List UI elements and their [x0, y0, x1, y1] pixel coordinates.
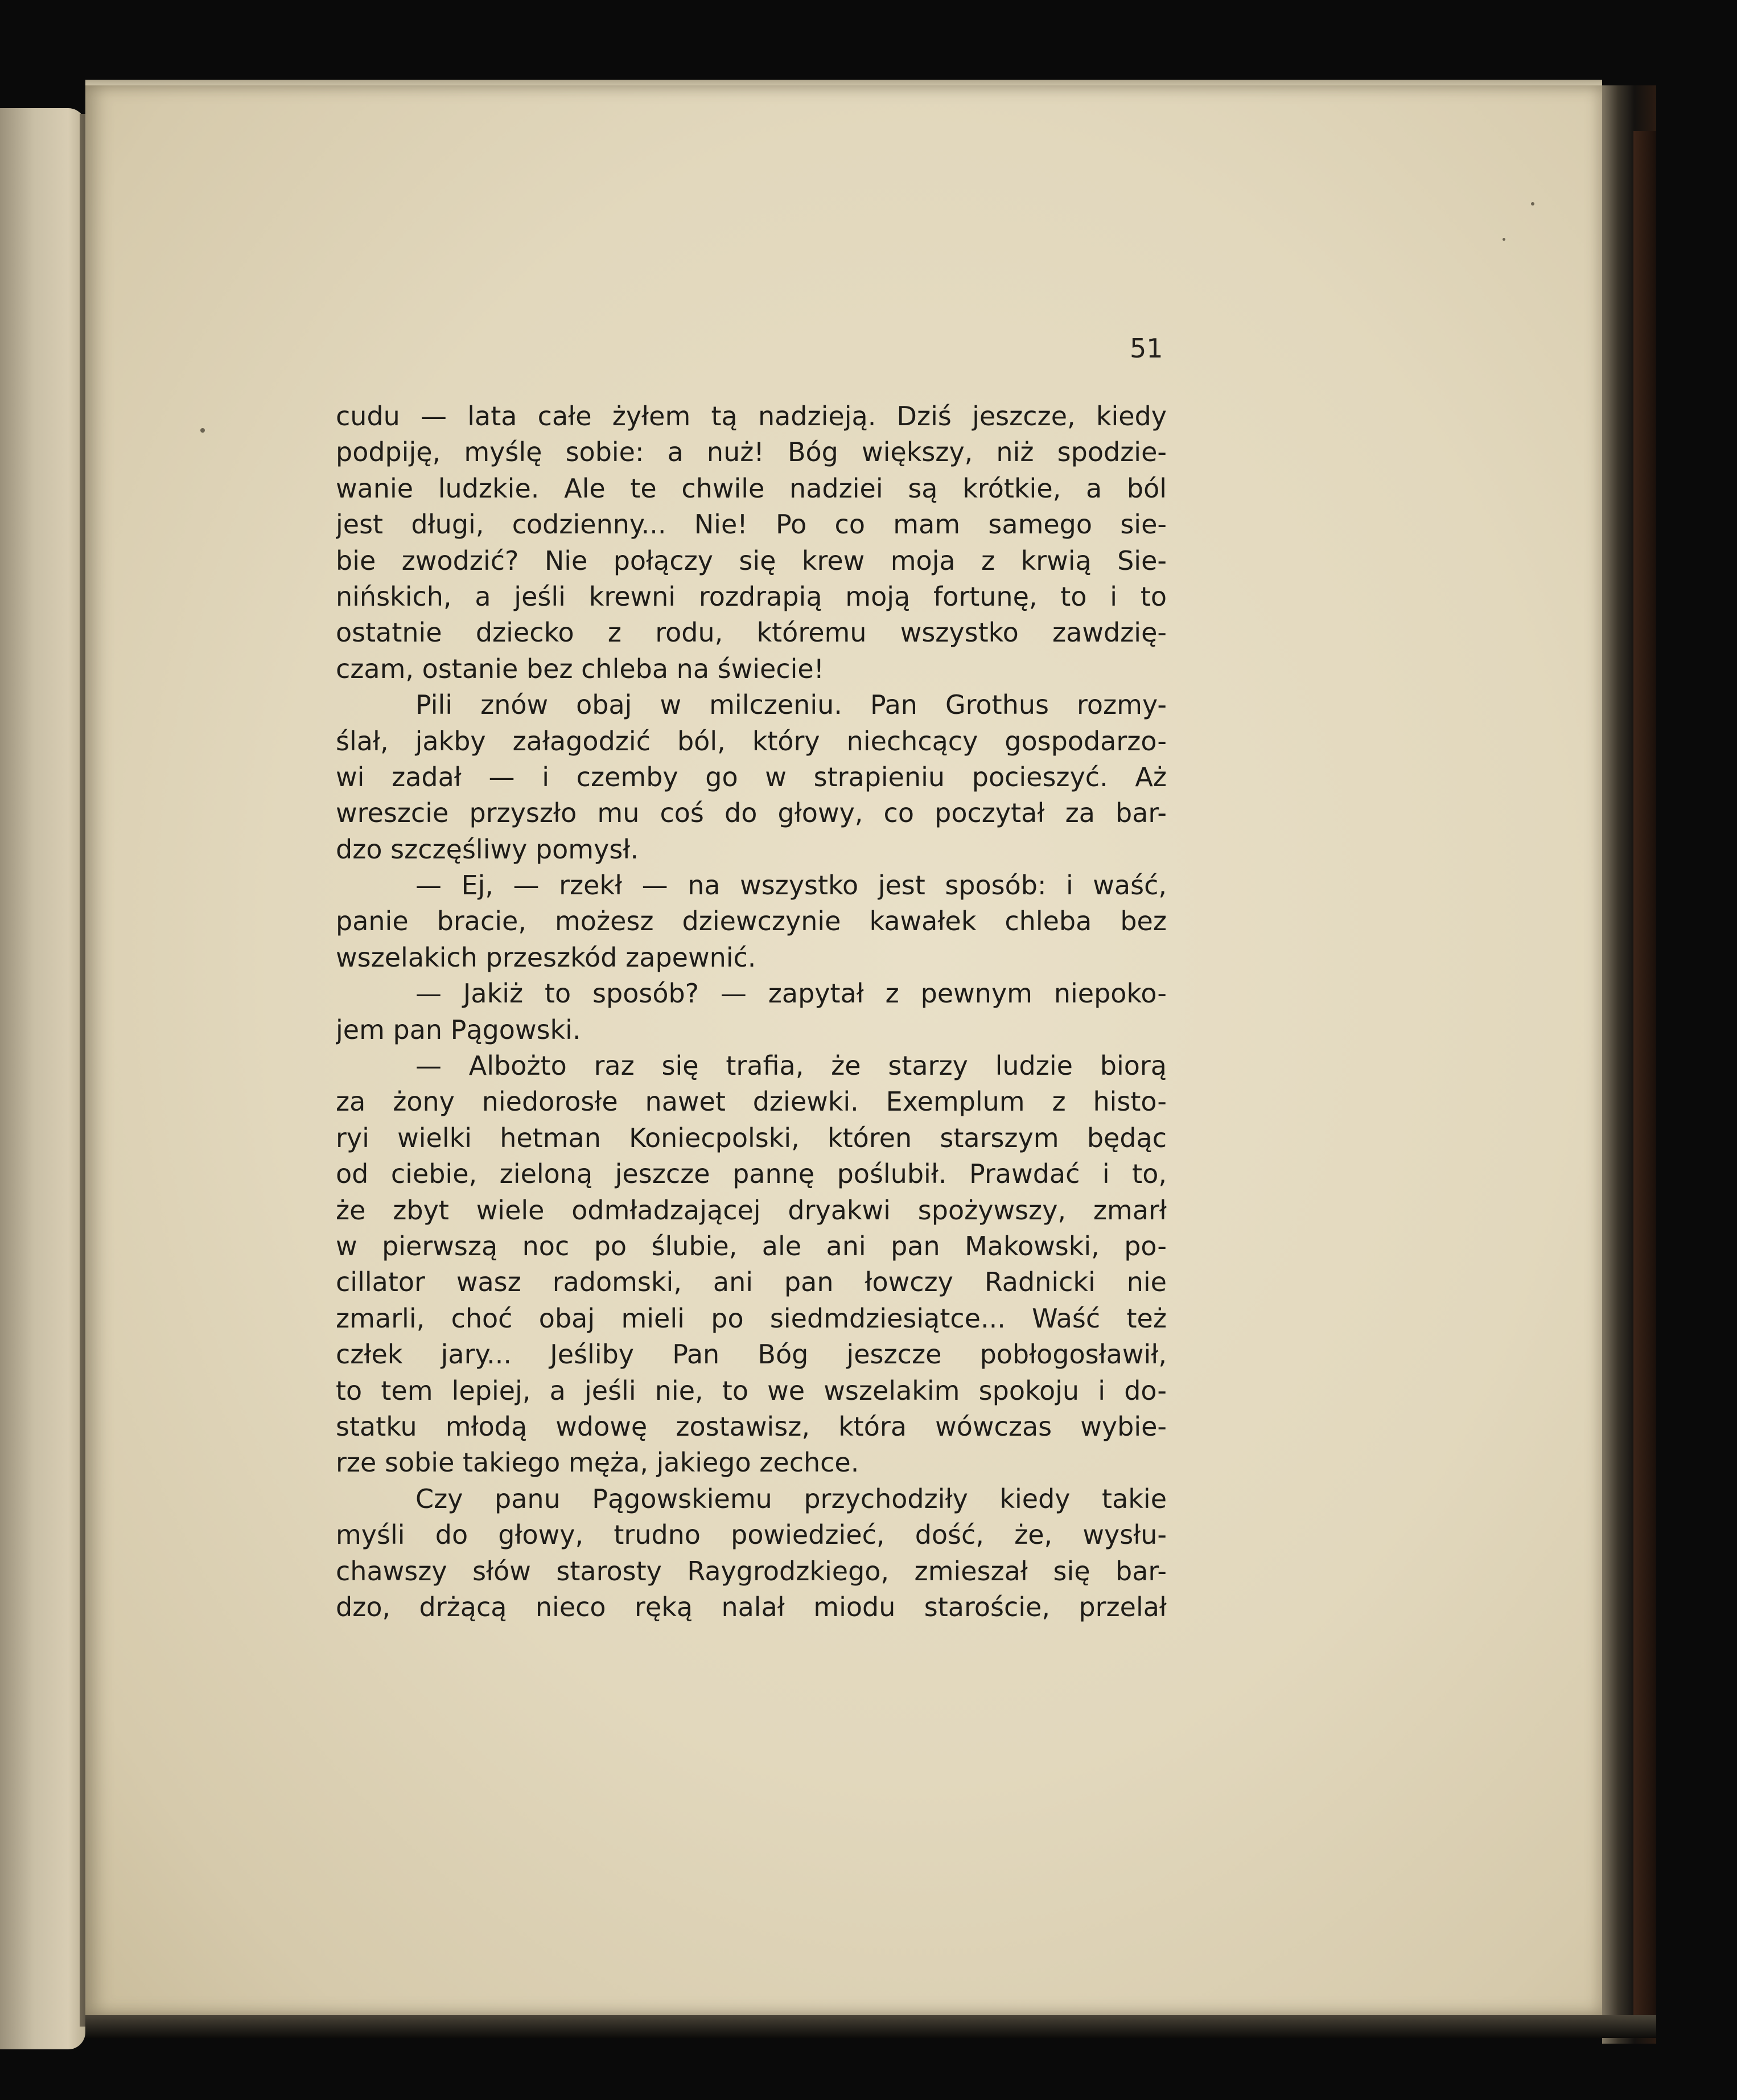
- text-line: — Albożto raz się trafia, że starzy ludzie biorą: [415, 1050, 1167, 1082]
- text-line: statku młodą wdowę zostawisz, która wówczas wybie-: [336, 1411, 1167, 1442]
- text-line: w pierwszą noc po ślubie, ale ani pan Makowski, po-: [336, 1230, 1167, 1261]
- text-line: jem pan Pągowski.: [336, 1014, 581, 1045]
- text-line: bie zwodzić? Nie połączy się krew moja z krwią Sie-: [336, 545, 1167, 576]
- text-line: cillator wasz radomski, ani pan łowczy Radnicki nie: [336, 1267, 1167, 1298]
- text-line: ostatnie dziecko z rodu, któremu wszystko zawdzię-: [336, 617, 1167, 648]
- paper-speck: [1503, 238, 1505, 241]
- text-line: podpiję, myślę sobie: a nuż! Bóg większy, niż spodzie-: [336, 437, 1167, 468]
- text-line: wi zadał — i czemby go w strapieniu pocieszyć. Aż: [336, 761, 1167, 792]
- book-cover-edge: [1633, 131, 1656, 2032]
- text-line: rze sobie takiego męża, jakiego zechce.: [336, 1447, 859, 1478]
- text-line: zmarli, choć obaj mieli po siedmdziesiątce... Waść też: [336, 1302, 1167, 1334]
- text-line: człek jary... Jeśliby Pan Bóg jeszcze pobłogosławił,: [336, 1339, 1167, 1370]
- text-line: wszelakich przeszkód zapewnić.: [336, 942, 756, 973]
- text-line: za żony niedorosłe nawet dziewki. Exemplum z histo-: [336, 1086, 1167, 1117]
- text-line: ryi wielki hetman Koniecpolski, któren starszym będąc: [336, 1122, 1167, 1153]
- left-page-edge: [0, 108, 85, 2049]
- text-line: czam, ostanie bez chleba na świecie!: [336, 653, 825, 684]
- text-line: Pili znów obaj w milczeniu. Pan Grothus rozmy-: [415, 689, 1167, 721]
- text-line: to tem lepiej, a jeśli nie, to we wszelakim spokoju i do-: [336, 1375, 1167, 1406]
- paper-speck: [200, 428, 205, 433]
- text-line: myśli do głowy, trudno powiedzieć, dość, że, wysłu-: [336, 1519, 1167, 1551]
- text-line: ślał, jakby załagodzić ból, który niechcący gospodarzo-: [336, 725, 1167, 757]
- text-line: wanie ludzkie. Ale te chwile nadziei są krótkie, a ból: [336, 472, 1167, 504]
- page-number: 51: [1130, 333, 1163, 364]
- text-line: Czy panu Pągowskiemu przychodziły kiedy takie: [415, 1483, 1167, 1514]
- text-line: chawszy słów starosty Raygrodzkiego, zmieszał się bar-: [336, 1555, 1167, 1587]
- text-line: od ciebie, zieloną jeszcze pannę poślubił. Prawdać i to,: [336, 1158, 1167, 1190]
- text-line: dzo szczęśliwy pomysł.: [336, 833, 639, 865]
- text-line: że zbyt wiele odmładzającej dryakwi spożywszy, zmarł: [336, 1194, 1167, 1226]
- bottom-shadow: [85, 2015, 1656, 2038]
- text-line: cudu — lata całe żyłem tą nadzieją. Dziś jeszcze, kiedy: [336, 401, 1167, 431]
- text-line: panie bracie, możesz dziewczynie kawałek chleba bez: [336, 906, 1167, 937]
- text-line: wreszcie przyszło mu coś do głowy, co poczytał za bar-: [336, 798, 1167, 829]
- text-line: nińskich, a jeśli krewni rozdrapią moją fortunę, to i to: [336, 581, 1167, 612]
- text-line: — Ej, — rzekł — na wszystko jest sposób: i waść,: [415, 870, 1167, 901]
- text-line: — Jakiż to sposób? — zapytał z pewnym niepoko-: [415, 978, 1167, 1009]
- text-line: dzo, drżącą nieco ręką nalał miodu staroście, przelał: [336, 1591, 1167, 1622]
- text-line: jest długi, codzienny... Nie! Po co mam samego sie-: [336, 509, 1167, 540]
- page-text: [336, 398, 1167, 1625]
- paper-speck: [1531, 202, 1534, 206]
